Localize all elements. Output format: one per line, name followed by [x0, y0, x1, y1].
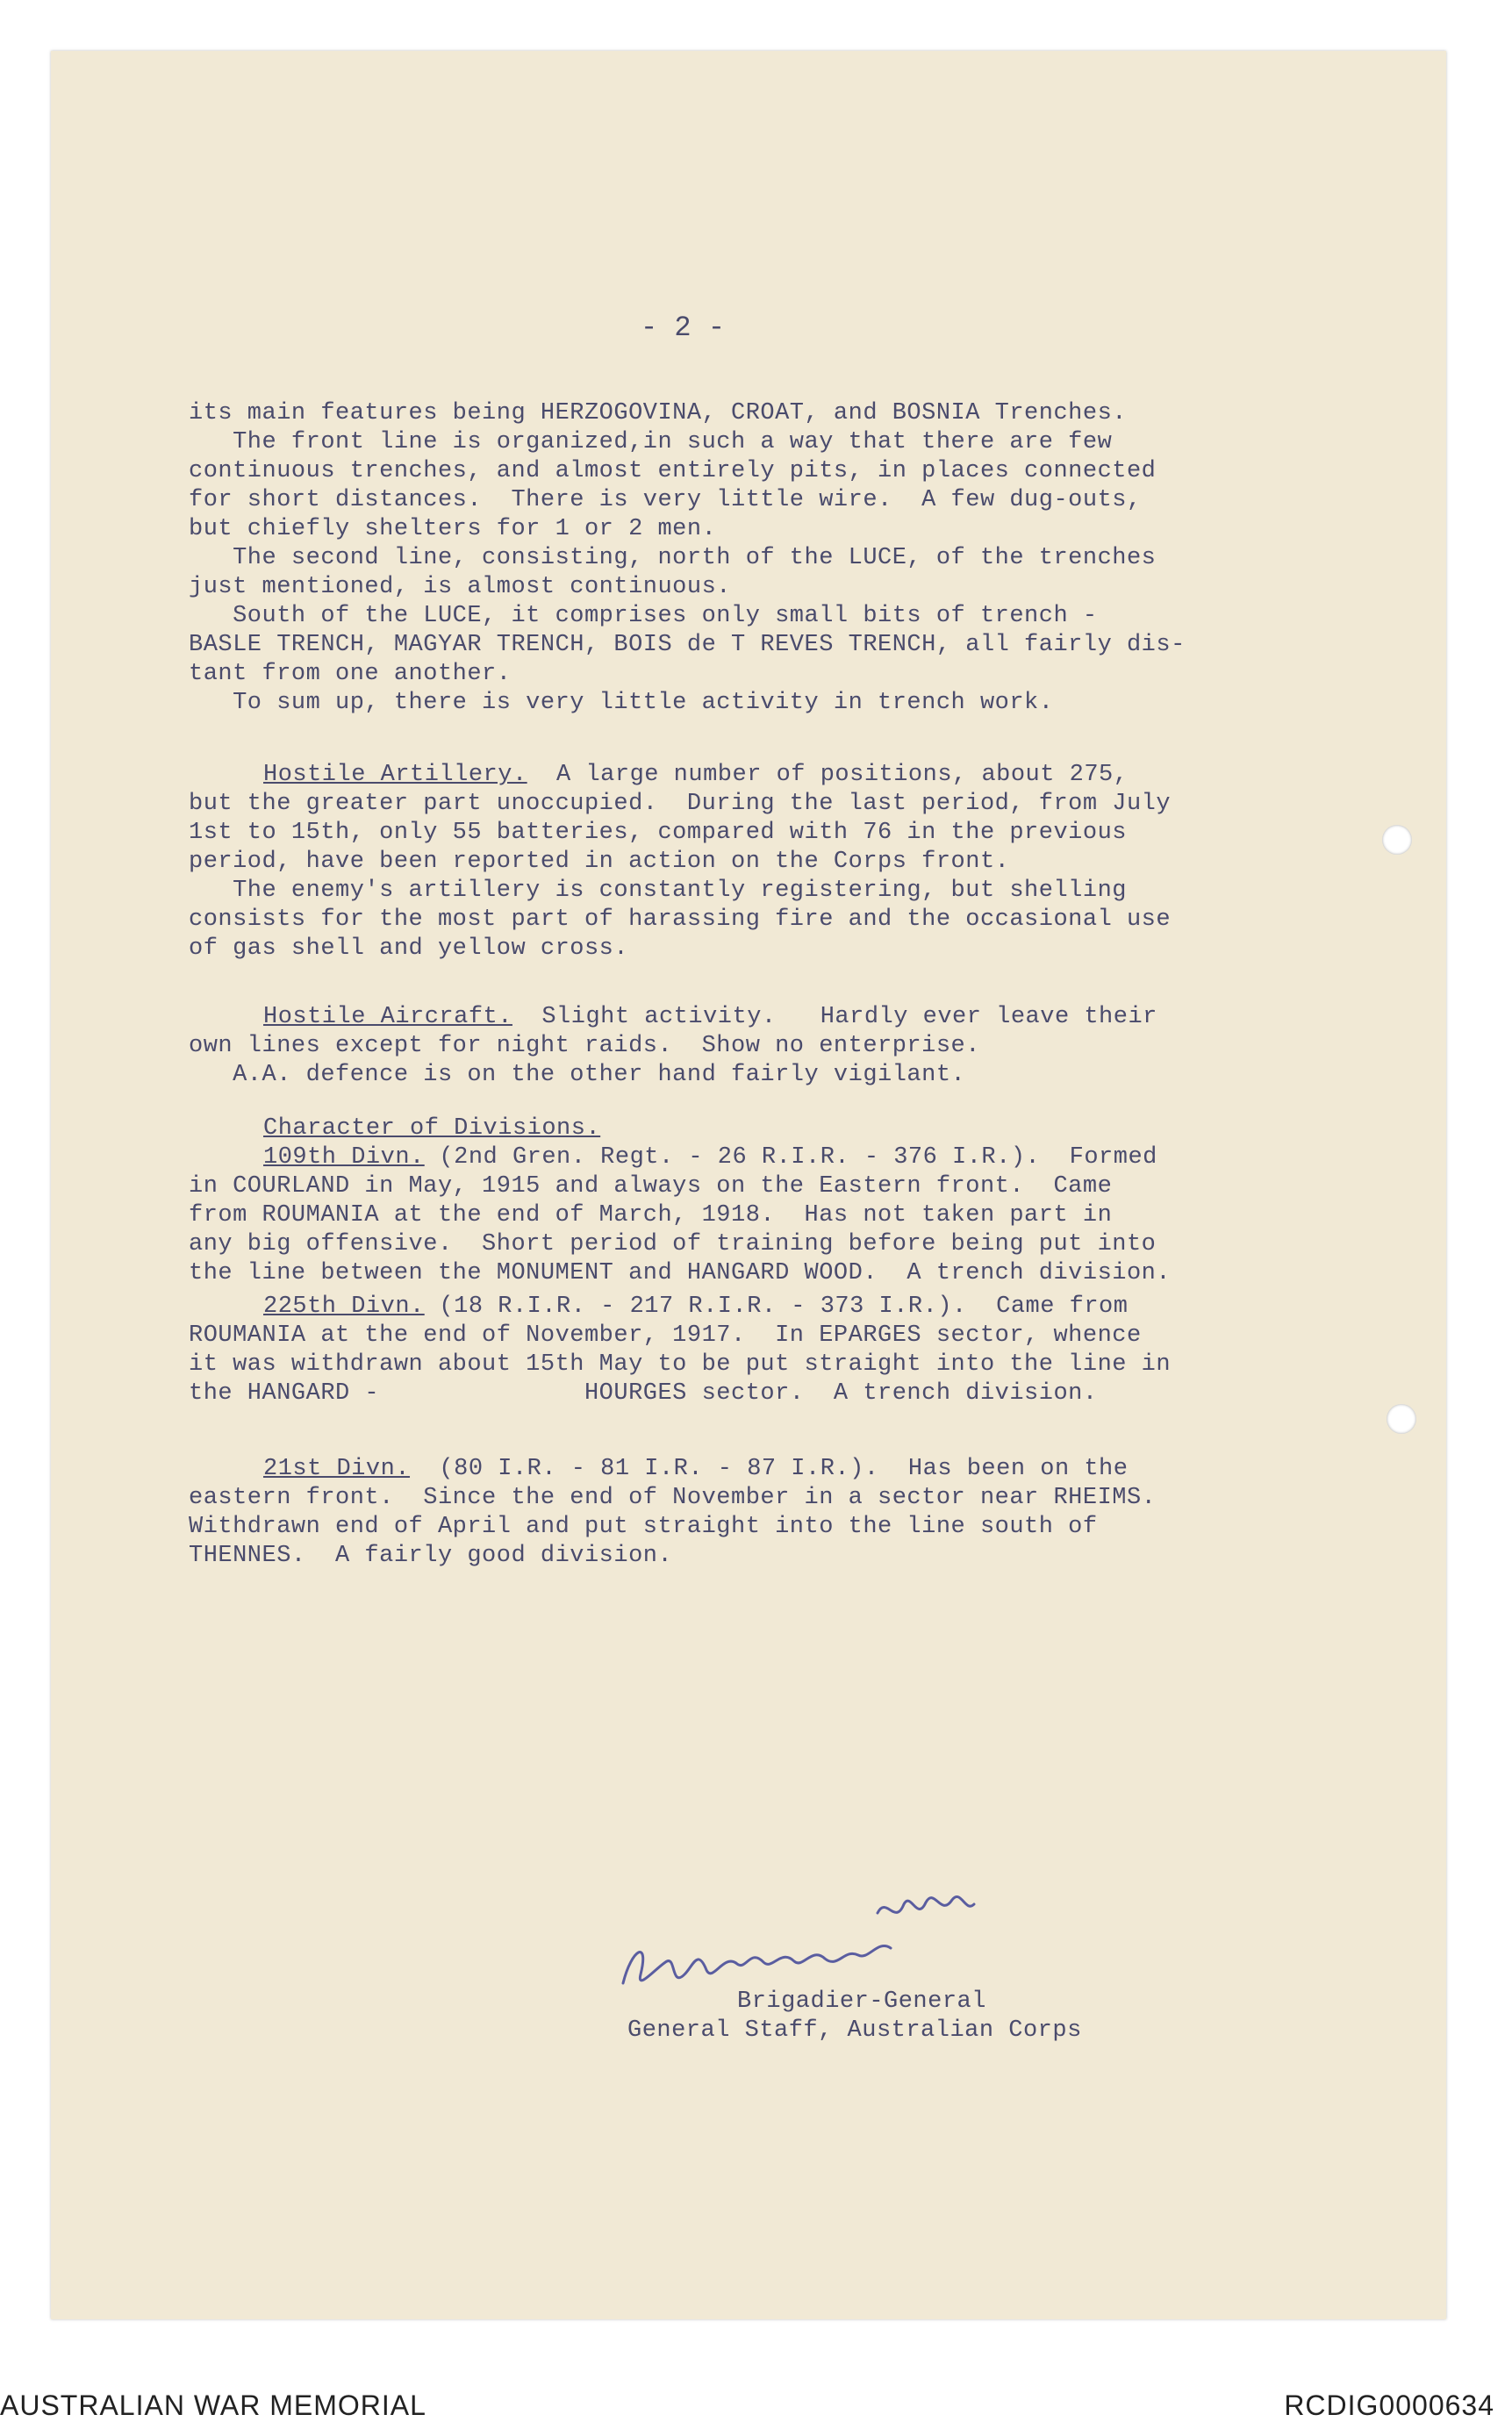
div21-text: (80 I.R. - 81 I.R. - 87 I.R.). Has been on the eastern front. Since the end of November in a sector near RHEIMS. Withdrawn end of April and put straight into the line south of THENNES. A fairly good division. — [189, 1456, 1157, 1569]
section-225th-division — [189, 1293, 1171, 1408]
punch-hole — [1382, 825, 1412, 855]
div109-text: (2nd Gren. Regt. - 26 R.I.R. - 376 I.R.). Formed in COURLAND in May, 1915 and always on the Eastern front. Came from ROUMANIA at the end of March, 1918. Has not taken part in any big offensive. Short period of training before being put into the line between the MONUMENT and HANGARD WOOD. A trench division. — [189, 1144, 1172, 1286]
section-artillery — [189, 761, 1171, 964]
div225-heading: 225th Divn. — [263, 1293, 425, 1320]
div109-heading: 109th Divn. — [263, 1144, 425, 1171]
punch-hole — [1387, 1404, 1416, 1434]
title-line-2: General Staff, Australian Corps — [627, 2017, 1082, 2044]
footer-right: RCDIG0000634 — [1284, 2389, 1494, 2421]
footer-left: AUSTRALIAN WAR MEMORIAL — [0, 2389, 426, 2421]
signature-title — [627, 1988, 1082, 2046]
aircraft-text: Slight activity. Hardly ever leave their own lines except for night raids. Show no enterprise. A.A. defence is on the other hand fairly vigilant. — [189, 1004, 1157, 1088]
aircraft-heading: Hostile Aircraft. — [263, 1004, 512, 1030]
div21-heading: 21st Divn. — [263, 1456, 411, 1482]
artillery-heading: Hostile Artillery. — [263, 762, 527, 788]
section-109th-division — [189, 1143, 1171, 1288]
divisions-heading: Character of Divisions. — [263, 1115, 601, 1142]
page-number: - 2 - — [641, 312, 726, 344]
section-21st-division — [189, 1455, 1156, 1571]
div225-text: (18 R.I.R. - 217 R.I.R. - 373 I.R.). Came from ROUMANIA at the end of November, 1917. In EPARGES sector, whence it was withdrawn about 15th May to be put straight into the line in the HANGARD - HOURGES sector. A trench division. — [189, 1293, 1172, 1407]
paragraph-trenches: its main features being HERZOGOVINA, CROAT, and BOSNIA Trenches. The front line is organized,in such a way that there are few continuous trenches, and almost entirely pits, in places connected for short distances. There is very little wire. A few dug-outs, but chiefly shelters for 1 or 2 men. The second line, consisting, north of the LUCE, of the trenches just mentioned, is almost continuous. South of the LUCE, it comprises only small bits of trench - BASLE TRENCH, MAGYAR TRENCH, BOIS de T REVES TRENCH, all fairly dis- tant from one another. To sum up, there is very little activity in trench work. — [189, 400, 1186, 716]
artillery-text: A large number of positions, about 275, but the greater part unoccupied. During the last period, from July 1st to 15th, only 55 batteries, compared with 76 in the previous period, have been reported in action on the Corps front. The enemy's artillery is constantly registering, but shelling consists for the most part of harassing fire and the occasional use of gas shell and yellow cross. — [189, 762, 1172, 962]
section-aircraft — [189, 1003, 1157, 1090]
title-line-1: Brigadier-General — [737, 1988, 986, 2015]
